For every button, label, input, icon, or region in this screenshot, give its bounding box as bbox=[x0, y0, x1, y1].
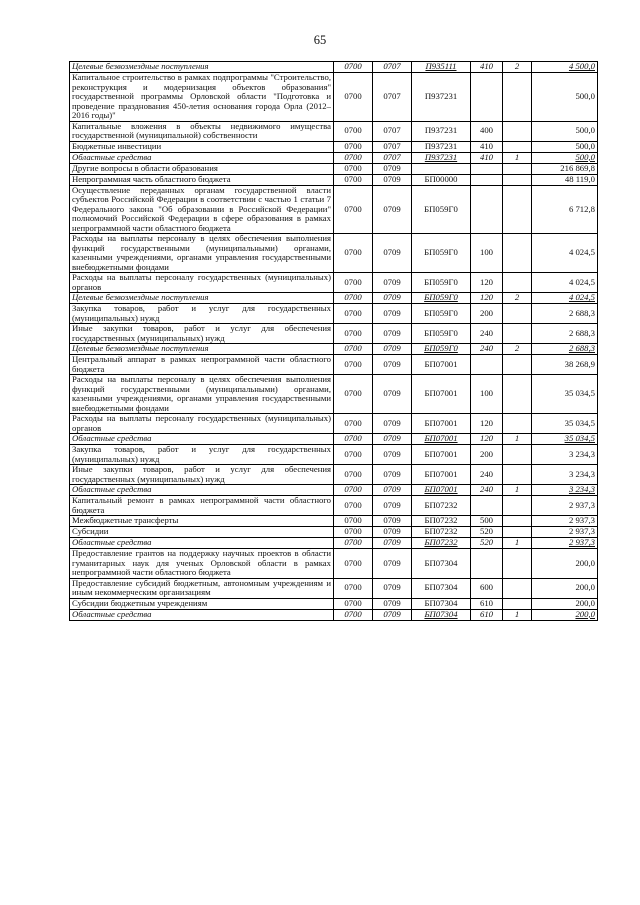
target-article-cell: БП00000 bbox=[412, 174, 471, 185]
row-name-cell: Капитальное строительство в рамках подпрограммы "Строительство, реконструкция и модернизация объектов образования" государственной программы Орловской области "Подготовка и проведение празднования 450-летия основания города Орла (2012–2016 годы)" bbox=[70, 73, 334, 122]
amount-cell: 2 937,3 bbox=[532, 538, 598, 549]
subsection-code-cell: 0709 bbox=[373, 445, 412, 465]
target-article-cell: П935111 bbox=[412, 62, 471, 73]
expense-type-cell bbox=[471, 185, 503, 234]
funding-source-cell: 2 bbox=[503, 62, 532, 73]
table-row bbox=[70, 141, 598, 152]
amount-cell: 35 034,5 bbox=[532, 375, 598, 414]
subsection-code-cell: 0709 bbox=[373, 234, 412, 273]
row-name-cell: Предоставление субсидий бюджетным, автономным учреждениям и иным некоммерческим организациям bbox=[70, 578, 334, 598]
subsection-code-cell: 0709 bbox=[373, 293, 412, 304]
subsection-code-cell: 0709 bbox=[373, 578, 412, 598]
table-row bbox=[70, 414, 598, 434]
table-row bbox=[70, 485, 598, 496]
expense-type-cell bbox=[471, 355, 503, 375]
section-code-cell: 0700 bbox=[334, 324, 373, 344]
funding-source-cell: 1 bbox=[503, 434, 532, 445]
target-article-cell: БП059Г0 bbox=[412, 185, 471, 234]
section-code-cell: 0700 bbox=[334, 375, 373, 414]
row-name-cell: Областные средства bbox=[70, 609, 334, 620]
table-row bbox=[70, 496, 598, 516]
funding-source-cell bbox=[503, 375, 532, 414]
target-article-cell: БП07304 bbox=[412, 609, 471, 620]
funding-source-cell: 1 bbox=[503, 609, 532, 620]
target-article-cell: П937231 bbox=[412, 152, 471, 163]
funding-source-cell bbox=[503, 324, 532, 344]
section-code-cell: 0700 bbox=[334, 344, 373, 355]
row-name-cell: Непрограммная часть областного бюджета bbox=[70, 174, 334, 185]
row-name-cell: Закупка товаров, работ и услуг для государственных (муниципальных) нужд bbox=[70, 445, 334, 465]
subsection-code-cell: 0707 bbox=[373, 152, 412, 163]
row-name-cell: Капитальный ремонт в рамках непрограммной части областного бюджета bbox=[70, 496, 334, 516]
amount-cell: 3 234,3 bbox=[532, 485, 598, 496]
expense-type-cell bbox=[471, 496, 503, 516]
funding-source-cell bbox=[503, 163, 532, 174]
expense-type-cell: 120 bbox=[471, 293, 503, 304]
section-code-cell: 0700 bbox=[334, 163, 373, 174]
table-row bbox=[70, 121, 598, 141]
subsection-code-cell: 0709 bbox=[373, 465, 412, 485]
row-name-cell: Расходы на выплаты персоналу в целях обеспечения выполнения функций государственными (муниципальными) органами, казенными учреждениями, органами управления государственными внебюджетными фондами bbox=[70, 234, 334, 273]
table-row bbox=[70, 174, 598, 185]
section-code-cell: 0700 bbox=[334, 578, 373, 598]
table-row bbox=[70, 324, 598, 344]
subsection-code-cell: 0709 bbox=[373, 485, 412, 496]
row-name-cell: Предоставление грантов на поддержку научных проектов в области гуманитарных наук для ученых Орловской области в рамках непрограммной части областного бюджета bbox=[70, 549, 334, 579]
subsection-code-cell: 0709 bbox=[373, 434, 412, 445]
table-row bbox=[70, 598, 598, 609]
row-name-cell: Расходы на выплаты персоналу государственных (муниципальных) органов bbox=[70, 414, 334, 434]
funding-source-cell bbox=[503, 496, 532, 516]
table-row bbox=[70, 293, 598, 304]
row-name-cell: Капитальные вложения в объекты недвижимого имущества государственной (муниципальной) собственности bbox=[70, 121, 334, 141]
row-name-cell: Иные закупки товаров, работ и услуг для обеспечения государственных (муниципальных) нужд bbox=[70, 324, 334, 344]
table-row bbox=[70, 163, 598, 174]
expense-type-cell: 520 bbox=[471, 538, 503, 549]
section-code-cell: 0700 bbox=[334, 549, 373, 579]
target-article-cell: БП07304 bbox=[412, 598, 471, 609]
table-row bbox=[70, 355, 598, 375]
section-code-cell: 0700 bbox=[334, 496, 373, 516]
target-article-cell: БП07001 bbox=[412, 375, 471, 414]
target-article-cell: БП07001 bbox=[412, 434, 471, 445]
subsection-code-cell: 0709 bbox=[373, 375, 412, 414]
funding-source-cell bbox=[503, 185, 532, 234]
row-name-cell: Расходы на выплаты персоналу государственных (муниципальных) органов bbox=[70, 273, 334, 293]
amount-cell: 500,0 bbox=[532, 152, 598, 163]
funding-source-cell bbox=[503, 578, 532, 598]
target-article-cell: П937231 bbox=[412, 121, 471, 141]
section-code-cell: 0700 bbox=[334, 234, 373, 273]
amount-cell: 2 937,3 bbox=[532, 496, 598, 516]
subsection-code-cell: 0709 bbox=[373, 174, 412, 185]
target-article-cell: БП059Г0 bbox=[412, 273, 471, 293]
amount-cell: 4 024,5 bbox=[532, 273, 598, 293]
section-code-cell: 0700 bbox=[334, 185, 373, 234]
expense-type-cell: 120 bbox=[471, 273, 503, 293]
row-name-cell: Закупка товаров, работ и услуг для государственных (муниципальных) нужд bbox=[70, 304, 334, 324]
funding-source-cell: 1 bbox=[503, 538, 532, 549]
expense-type-cell: 100 bbox=[471, 234, 503, 273]
amount-cell: 2 937,3 bbox=[532, 516, 598, 527]
table-row bbox=[70, 578, 598, 598]
subsection-code-cell: 0709 bbox=[373, 355, 412, 375]
target-article-cell: БП07232 bbox=[412, 538, 471, 549]
table-row bbox=[70, 516, 598, 527]
table-row bbox=[70, 434, 598, 445]
subsection-code-cell: 0709 bbox=[373, 598, 412, 609]
table-row bbox=[70, 465, 598, 485]
section-code-cell: 0700 bbox=[334, 445, 373, 465]
table-row bbox=[70, 62, 598, 73]
funding-source-cell bbox=[503, 121, 532, 141]
table-row bbox=[70, 609, 598, 620]
target-article-cell: БП07001 bbox=[412, 414, 471, 434]
target-article-cell: БП07232 bbox=[412, 496, 471, 516]
amount-cell: 4 500,0 bbox=[532, 62, 598, 73]
funding-source-cell: 1 bbox=[503, 152, 532, 163]
row-name-cell: Целевые безвозмездные поступления bbox=[70, 293, 334, 304]
expense-type-cell: 410 bbox=[471, 62, 503, 73]
amount-cell: 2 688,3 bbox=[532, 344, 598, 355]
budget-table bbox=[69, 61, 598, 621]
target-article-cell: П937231 bbox=[412, 141, 471, 152]
amount-cell: 48 119,0 bbox=[532, 174, 598, 185]
subsection-code-cell: 0709 bbox=[373, 538, 412, 549]
funding-source-cell bbox=[503, 73, 532, 122]
table-row bbox=[70, 304, 598, 324]
funding-source-cell bbox=[503, 141, 532, 152]
funding-source-cell bbox=[503, 465, 532, 485]
table-row bbox=[70, 344, 598, 355]
row-name-cell: Целевые безвозмездные поступления bbox=[70, 344, 334, 355]
expense-type-cell: 600 bbox=[471, 578, 503, 598]
section-code-cell: 0700 bbox=[334, 121, 373, 141]
section-code-cell: 0700 bbox=[334, 73, 373, 122]
funding-source-cell bbox=[503, 304, 532, 324]
row-name-cell: Расходы на выплаты персоналу в целях обеспечения выполнения функций государственными (муниципальными) органами, казенными учреждениями, органами управления государственными внебюджетными фондами bbox=[70, 375, 334, 414]
table-row bbox=[70, 445, 598, 465]
target-article-cell: БП059Г0 bbox=[412, 344, 471, 355]
subsection-code-cell: 0709 bbox=[373, 324, 412, 344]
page-number: 65 bbox=[313, 33, 327, 47]
table-row bbox=[70, 538, 598, 549]
section-code-cell: 0700 bbox=[334, 152, 373, 163]
section-code-cell: 0700 bbox=[334, 527, 373, 538]
amount-cell: 6 712,8 bbox=[532, 185, 598, 234]
funding-source-cell bbox=[503, 598, 532, 609]
expense-type-cell: 200 bbox=[471, 304, 503, 324]
expense-type-cell: 240 bbox=[471, 465, 503, 485]
row-name-cell: Осуществление переданных органам государственной власти субъектов Российской Федерации в соответствии с частью 1 статьи 7 Федерального закона "Об образовании в Российской Федерации" полномочий Российской Федерации в сфере образования в рамках непрограммной части областного бюджета bbox=[70, 185, 334, 234]
amount-cell: 3 234,3 bbox=[532, 465, 598, 485]
expense-type-cell bbox=[471, 549, 503, 579]
row-name-cell: Другие вопросы в области образования bbox=[70, 163, 334, 174]
target-article-cell: П937231 bbox=[412, 73, 471, 122]
funding-source-cell: 2 bbox=[503, 344, 532, 355]
amount-cell: 35 034,5 bbox=[532, 414, 598, 434]
amount-cell: 4 024,5 bbox=[532, 293, 598, 304]
expense-type-cell: 100 bbox=[471, 375, 503, 414]
row-name-cell: Иные закупки товаров, работ и услуг для обеспечения государственных (муниципальных) нужд bbox=[70, 465, 334, 485]
section-code-cell: 0700 bbox=[334, 538, 373, 549]
amount-cell: 500,0 bbox=[532, 141, 598, 152]
amount-cell: 500,0 bbox=[532, 121, 598, 141]
row-name-cell: Областные средства bbox=[70, 434, 334, 445]
section-code-cell: 0700 bbox=[334, 141, 373, 152]
row-name-cell: Областные средства bbox=[70, 485, 334, 496]
row-name-cell: Центральный аппарат в рамках непрограммной части областного бюджета bbox=[70, 355, 334, 375]
amount-cell: 200,0 bbox=[532, 549, 598, 579]
funding-source-cell bbox=[503, 234, 532, 273]
section-code-cell: 0700 bbox=[334, 174, 373, 185]
expense-type-cell bbox=[471, 163, 503, 174]
subsection-code-cell: 0709 bbox=[373, 549, 412, 579]
section-code-cell: 0700 bbox=[334, 434, 373, 445]
funding-source-cell: 2 bbox=[503, 293, 532, 304]
expense-type-cell: 410 bbox=[471, 141, 503, 152]
section-code-cell: 0700 bbox=[334, 609, 373, 620]
table-row bbox=[70, 152, 598, 163]
expense-type-cell: 240 bbox=[471, 485, 503, 496]
target-article-cell: БП07001 bbox=[412, 485, 471, 496]
table-row bbox=[70, 375, 598, 414]
table-row bbox=[70, 234, 598, 273]
subsection-code-cell: 0709 bbox=[373, 185, 412, 234]
target-article-cell: БП059Г0 bbox=[412, 304, 471, 324]
row-name-cell: Межбюджетные трансферты bbox=[70, 516, 334, 527]
subsection-code-cell: 0709 bbox=[373, 273, 412, 293]
subsection-code-cell: 0709 bbox=[373, 609, 412, 620]
section-code-cell: 0700 bbox=[334, 516, 373, 527]
expense-type-cell: 610 bbox=[471, 609, 503, 620]
expense-type-cell: 120 bbox=[471, 434, 503, 445]
amount-cell: 216 869,8 bbox=[532, 163, 598, 174]
section-code-cell: 0700 bbox=[334, 414, 373, 434]
expense-type-cell bbox=[471, 174, 503, 185]
expense-type-cell: 610 bbox=[471, 598, 503, 609]
expense-type-cell: 410 bbox=[471, 152, 503, 163]
expense-type-cell: 400 bbox=[471, 121, 503, 141]
section-code-cell: 0700 bbox=[334, 355, 373, 375]
target-article-cell: БП07304 bbox=[412, 578, 471, 598]
target-article-cell: БП059Г0 bbox=[412, 234, 471, 273]
funding-source-cell bbox=[503, 355, 532, 375]
section-code-cell: 0700 bbox=[334, 273, 373, 293]
amount-cell: 500,0 bbox=[532, 73, 598, 122]
row-name-cell: Областные средства bbox=[70, 538, 334, 549]
table-row bbox=[70, 185, 598, 234]
row-name-cell: Целевые безвозмездные поступления bbox=[70, 62, 334, 73]
section-code-cell: 0700 bbox=[334, 598, 373, 609]
target-article-cell bbox=[412, 163, 471, 174]
amount-cell: 2 937,3 bbox=[532, 527, 598, 538]
section-code-cell: 0700 bbox=[334, 62, 373, 73]
funding-source-cell bbox=[503, 549, 532, 579]
amount-cell: 2 688,3 bbox=[532, 324, 598, 344]
expense-type-cell: 240 bbox=[471, 344, 503, 355]
subsection-code-cell: 0709 bbox=[373, 516, 412, 527]
funding-source-cell: 1 bbox=[503, 485, 532, 496]
target-article-cell: БП07232 bbox=[412, 516, 471, 527]
row-name-cell: Субсидии бюджетным учреждениям bbox=[70, 598, 334, 609]
subsection-code-cell: 0707 bbox=[373, 62, 412, 73]
amount-cell: 35 034,5 bbox=[532, 434, 598, 445]
subsection-code-cell: 0709 bbox=[373, 163, 412, 174]
funding-source-cell bbox=[503, 414, 532, 434]
funding-source-cell bbox=[503, 273, 532, 293]
amount-cell: 4 024,5 bbox=[532, 234, 598, 273]
target-article-cell: БП07001 bbox=[412, 355, 471, 375]
subsection-code-cell: 0707 bbox=[373, 141, 412, 152]
amount-cell: 2 688,3 bbox=[532, 304, 598, 324]
section-code-cell: 0700 bbox=[334, 293, 373, 304]
section-code-cell: 0700 bbox=[334, 304, 373, 324]
funding-source-cell bbox=[503, 527, 532, 538]
amount-cell: 200,0 bbox=[532, 598, 598, 609]
section-code-cell: 0700 bbox=[334, 485, 373, 496]
subsection-code-cell: 0709 bbox=[373, 304, 412, 324]
expense-type-cell: 120 bbox=[471, 414, 503, 434]
subsection-code-cell: 0707 bbox=[373, 121, 412, 141]
target-article-cell: БП059Г0 bbox=[412, 293, 471, 304]
section-code-cell: 0700 bbox=[334, 465, 373, 485]
table-row bbox=[70, 273, 598, 293]
subsection-code-cell: 0707 bbox=[373, 73, 412, 122]
row-name-cell: Субсидии bbox=[70, 527, 334, 538]
funding-source-cell bbox=[503, 516, 532, 527]
target-article-cell: БП059Г0 bbox=[412, 324, 471, 344]
subsection-code-cell: 0709 bbox=[373, 414, 412, 434]
amount-cell: 38 268,9 bbox=[532, 355, 598, 375]
subsection-code-cell: 0709 bbox=[373, 527, 412, 538]
amount-cell: 200,0 bbox=[532, 578, 598, 598]
expense-type-cell bbox=[471, 73, 503, 122]
subsection-code-cell: 0709 bbox=[373, 344, 412, 355]
budget-table-body bbox=[70, 62, 598, 621]
target-article-cell: БП07001 bbox=[412, 465, 471, 485]
amount-cell: 200,0 bbox=[532, 609, 598, 620]
table-row bbox=[70, 549, 598, 579]
funding-source-cell bbox=[503, 445, 532, 465]
amount-cell: 3 234,3 bbox=[532, 445, 598, 465]
expense-type-cell: 520 bbox=[471, 527, 503, 538]
expense-type-cell: 200 bbox=[471, 445, 503, 465]
target-article-cell: БП07001 bbox=[412, 445, 471, 465]
subsection-code-cell: 0709 bbox=[373, 496, 412, 516]
row-name-cell: Бюджетные инвестиции bbox=[70, 141, 334, 152]
table-row bbox=[70, 527, 598, 538]
expense-type-cell: 240 bbox=[471, 324, 503, 344]
expense-type-cell: 500 bbox=[471, 516, 503, 527]
funding-source-cell bbox=[503, 174, 532, 185]
row-name-cell: Областные средства bbox=[70, 152, 334, 163]
table-row bbox=[70, 73, 598, 122]
target-article-cell: БП07232 bbox=[412, 527, 471, 538]
target-article-cell: БП07304 bbox=[412, 549, 471, 579]
